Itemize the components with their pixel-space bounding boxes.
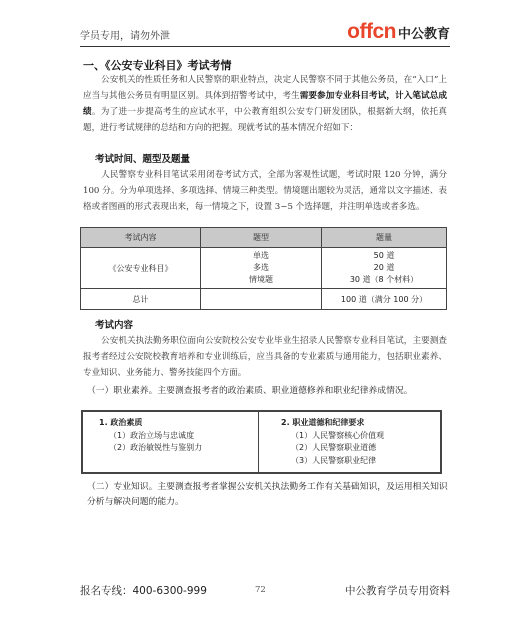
intro-paragraph xyxy=(83,72,447,136)
question-count: 50 道 xyxy=(373,251,395,260)
table-header-cell: 题型 xyxy=(201,228,322,248)
table-total-row xyxy=(81,289,447,310)
intro-text-a: 公安机关的性质任务和人民警察的职业特点，决定人民警察不同于其他公务员，在“入口”上应当与其他公务员有明显区别。具体到招警考试中，考生 xyxy=(83,75,447,101)
total-value-cell: 100 道（满分 100 分） xyxy=(322,289,447,310)
table-header-row xyxy=(81,228,447,248)
question-counts-cell xyxy=(322,248,447,289)
intro-text-b: 。为了进一步提高考生的应试水平，中公教育组织公安专门研发团队，根据新大纲，依托真题，进行考试规律的总结和方向的把握。现就考试的基本情况介绍如下： xyxy=(83,107,447,133)
exam-format-paragraph xyxy=(83,167,447,215)
intro-bold-text: 需要参加专业科目考试，计入笔试总成绩 xyxy=(83,91,447,117)
table-header-cell: 题量 xyxy=(322,228,447,248)
column-title: 1. 政治素质 xyxy=(99,418,143,427)
question-type: 单选 xyxy=(253,251,269,260)
exam-format-text: 人民警察专业科目笔试采用闭卷考试方式，全部为客观性试题，考试时限 120 分钟，满分 100 分。分为单项选择、多项选择、情境三种类型。情境题出题较为灵活，通常以文字描述、表格或者图画的形式表现出来，每一情境之下，设置 3~5 个选择题，并注明单选或者多选。 xyxy=(83,170,447,212)
empty-cell xyxy=(201,289,322,310)
column-item: （1）政治立场与忠诚度 xyxy=(109,430,195,440)
page-number: 72 xyxy=(255,585,266,595)
literacy-breakdown-box xyxy=(81,410,442,474)
item-professional-literacy: （一）职业素养。主要测查报考者的政治素质、职业道德修养和职业纪律养成情况。 xyxy=(87,386,413,396)
table-header-cell: 考试内容 xyxy=(81,228,201,248)
exam-content-text: 公安机关执法勤务职位面向公安院校公安专业毕业生招录人民警察专业科目笔试，主要测查报考者经过公安院校教育培养和专业训练后，应当具备的专业素质与通用能力，包括职业素养、专业知识、业务能力、警务技能四个方面。 xyxy=(83,336,447,378)
section-title-exam-content: 考试内容 xyxy=(95,320,134,331)
footer-label: 中公教育学员专用资料 xyxy=(345,585,450,597)
logo-chinese-text: 中公教育 xyxy=(397,27,450,42)
question-types-cell xyxy=(201,248,322,289)
confidential-note: 学员专用，请勿外泄 xyxy=(80,31,170,42)
exam-structure-table xyxy=(80,227,447,310)
table-row xyxy=(81,248,447,289)
subject-cell: 《公安专业科目》 xyxy=(81,248,201,289)
footer-hotline: 报名专线：400-6300-999 xyxy=(80,585,207,597)
political-quality-column xyxy=(83,412,258,472)
exam-content-paragraph xyxy=(83,333,447,381)
offcn-logo xyxy=(347,20,450,44)
question-type: 多选 xyxy=(253,263,269,272)
logo-brand-text: offcn xyxy=(347,20,396,43)
header-rule xyxy=(80,46,450,47)
column-item: （2）政治敏锐性与鉴别力 xyxy=(109,443,203,452)
column-item: （3）人民警察职业纪律 xyxy=(291,455,377,465)
page-header xyxy=(80,20,450,46)
question-count: 20 道 xyxy=(373,263,395,272)
section-title-exam-overview: 一、《公安专业科目》考试考情 xyxy=(83,59,232,72)
total-label-cell: 总计 xyxy=(81,289,201,310)
ethics-discipline-column xyxy=(258,412,440,472)
section-title-time-types: 考试时间、题型及题量 xyxy=(95,154,191,165)
item-professional-knowledge: （二）专业知识。主要测查报考者掌握公安机关执法勤务工作有关基础知识，及运用相关知识分析与解决问题的能力。 xyxy=(87,482,448,507)
question-type: 情境题 xyxy=(249,275,273,284)
column-item: （2）人民警察职业道德 xyxy=(291,443,377,452)
column-item: （1）人民警察核心价值观 xyxy=(291,430,385,440)
question-count: 30 道（8 个材料） xyxy=(349,275,419,284)
column-title: 2. 职业道德和纪律要求 xyxy=(281,418,365,427)
